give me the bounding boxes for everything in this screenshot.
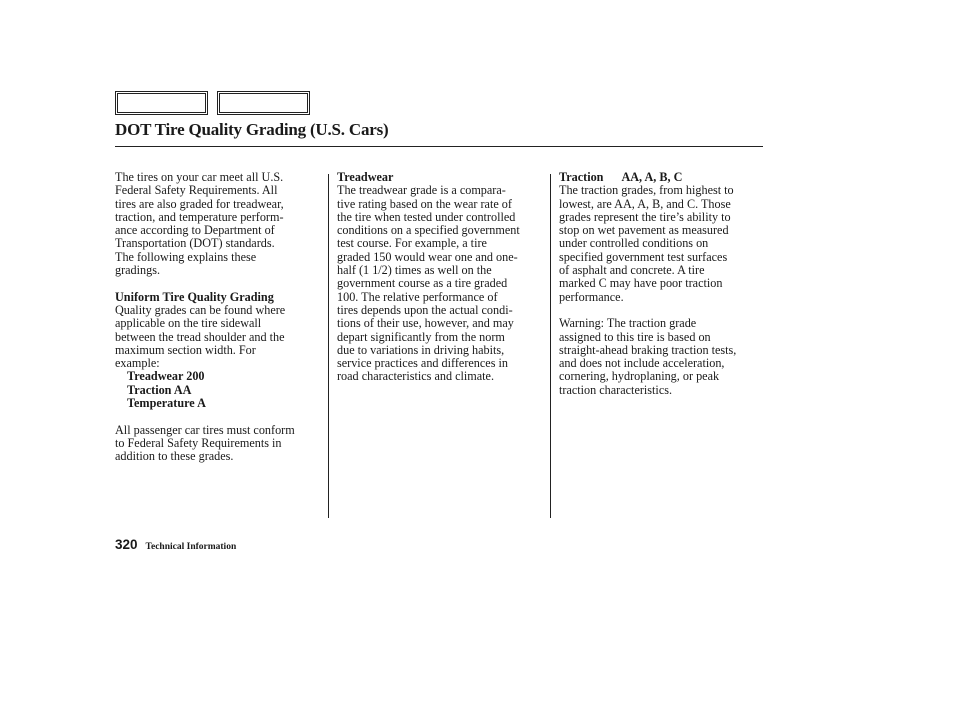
text-line: The following explains these	[115, 249, 257, 264]
page-title: DOT Tire Quality Grading (U.S. Cars)	[115, 120, 389, 139]
text-line: of asphalt and concrete. A tire	[559, 263, 705, 278]
text-line: tires are also graded for treadwear,	[115, 196, 284, 211]
text-line: to Federal Safety Requirements in	[115, 435, 282, 450]
text-line: traction characteristics.	[559, 382, 673, 397]
text-line: Quality grades can be found where	[115, 302, 286, 317]
text-line: The traction grades, from highest to	[559, 183, 734, 198]
text-line: under controlled conditions on	[559, 236, 709, 251]
text-line: addition to these grades.	[115, 449, 234, 464]
example-temperature: Temperature A	[127, 396, 206, 411]
text-line: lowest, are AA, A, B, and C. Those	[559, 196, 731, 211]
intro-paragraph	[115, 171, 323, 277]
text-line: tions of their use, however, and may	[337, 316, 514, 331]
page-number: 320	[115, 537, 138, 552]
text-line: road characteristics and climate.	[337, 369, 495, 384]
warning-paragraph	[559, 317, 764, 397]
text-line: and does not include acceleration,	[559, 356, 725, 371]
column-right	[559, 171, 764, 397]
text-line: example:	[115, 356, 160, 371]
page-footer	[115, 536, 236, 554]
text-line: All passenger car tires must conform	[115, 422, 295, 437]
text-line: applicable on the tire sidewall	[115, 316, 262, 331]
text-line: gradings.	[115, 263, 161, 278]
text-line: government course as a tire graded	[337, 276, 508, 291]
example-traction: Traction AA	[127, 382, 192, 397]
text-line: Transportation (DOT) standards.	[115, 236, 275, 251]
text-line: assigned to this tire is based on	[559, 329, 711, 344]
text-line: 100. The relative performance of	[337, 289, 498, 304]
nav-tab-box-2	[217, 91, 310, 115]
traction-heading: Traction	[559, 170, 604, 184]
text-line: graded 150 would wear one and one-	[337, 249, 518, 264]
text-line: due to variations in driving habits,	[337, 342, 505, 357]
treadwear-paragraph	[337, 184, 543, 383]
text-line: straight-ahead braking traction tests,	[559, 342, 737, 357]
traction-heading-line	[559, 171, 764, 184]
text-line: The tires on your car meet all U.S.	[115, 170, 284, 184]
text-line: service practices and differences in	[337, 356, 508, 371]
text-line: depart significantly from the norm	[337, 329, 505, 344]
grade-examples	[115, 370, 323, 410]
uniform-grading-heading: Uniform Tire Quality Grading	[115, 289, 274, 304]
section-name: Technical Information	[145, 542, 237, 552]
text-line: Warning: The traction grade	[559, 316, 697, 331]
traction-paragraph	[559, 184, 764, 304]
text-line: tires depends upon the actual condi-	[337, 302, 513, 317]
treadwear-heading: Treadwear	[337, 170, 394, 184]
column-middle	[337, 171, 543, 384]
closing-paragraph	[115, 424, 323, 464]
text-line: half (1 1/2) times as well on the	[337, 263, 492, 278]
column-divider-2	[550, 174, 551, 518]
text-line: tive rating based on the wear rate of	[337, 196, 512, 211]
column-divider-1	[328, 174, 329, 518]
column-left	[115, 171, 323, 464]
text-line: Federal Safety Requirements. All	[115, 183, 278, 198]
example-treadwear: Treadwear 200	[127, 369, 205, 384]
text-line: traction, and temperature perform-	[115, 209, 284, 224]
nav-tab-box-1	[115, 91, 208, 115]
title-rule	[115, 146, 763, 147]
text-line: cornering, hydroplaning, or peak	[559, 369, 720, 384]
text-line: maximum section width. For	[115, 342, 256, 357]
text-line: test course. For example, a tire	[337, 236, 487, 251]
uniform-grading-paragraph	[115, 304, 323, 370]
text-line: conditions on a specified government	[337, 223, 520, 238]
text-line: the tire when tested under controlled	[337, 209, 516, 224]
text-line: marked C may have poor traction	[559, 276, 723, 291]
text-line: grades represent the tire’s ability to	[559, 209, 731, 224]
text-line: stop on wet pavement as measured	[559, 223, 729, 238]
text-line: specified government test surfaces	[559, 249, 728, 264]
text-line: ance according to Department of	[115, 223, 275, 238]
traction-grades: AA, A, B, C	[621, 170, 683, 184]
text-line: between the tread shoulder and the	[115, 329, 285, 344]
text-line: The treadwear grade is a compara-	[337, 183, 506, 198]
text-line: performance.	[559, 289, 624, 304]
